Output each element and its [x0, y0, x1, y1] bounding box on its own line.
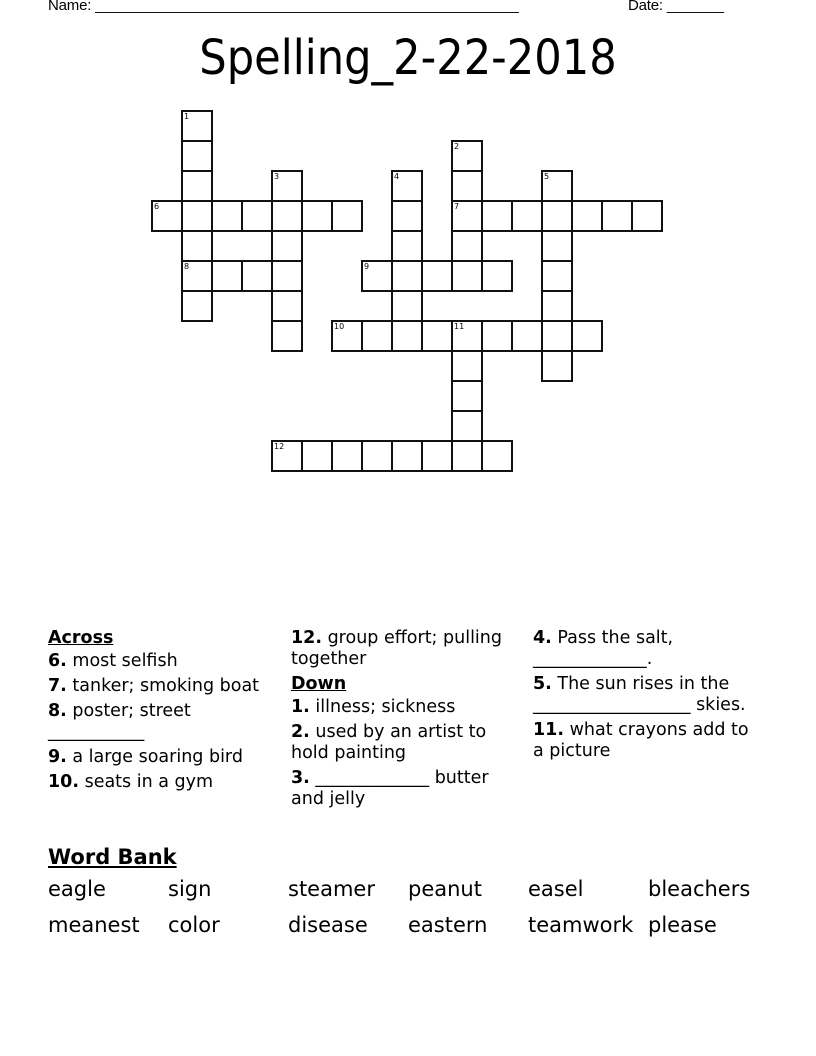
- name-field-label: Name: ____________________________________________________: [48, 0, 519, 14]
- word-bank-item: eagle: [48, 877, 106, 901]
- clue-number: 3: [274, 172, 280, 181]
- clue-number: 2: [454, 142, 460, 151]
- crossword-cell[interactable]: [331, 440, 363, 472]
- crossword-cell[interactable]: [361, 440, 393, 472]
- clues-column-3: [533, 628, 763, 766]
- crossword-cell[interactable]: [181, 170, 213, 202]
- crossword-cell[interactable]: [451, 200, 483, 232]
- crossword-cell[interactable]: [241, 200, 273, 232]
- crossword-cell[interactable]: [331, 320, 363, 352]
- clue-across-6: 6. most selfish: [48, 651, 178, 671]
- crossword-cell[interactable]: [241, 260, 273, 292]
- clue-number: 12: [274, 442, 285, 451]
- crossword-cell[interactable]: [391, 230, 423, 262]
- crossword-cell[interactable]: [181, 110, 213, 142]
- word-bank-item: please: [648, 913, 717, 937]
- across-heading: Across: [48, 628, 114, 648]
- crossword-cell[interactable]: [511, 200, 543, 232]
- crossword-cell[interactable]: [541, 260, 573, 292]
- crossword-cell[interactable]: [421, 260, 453, 292]
- crossword-cell[interactable]: [211, 200, 243, 232]
- crossword-cell[interactable]: [181, 200, 213, 232]
- crossword-cell[interactable]: [301, 440, 333, 472]
- word-bank-heading: Word Bank: [48, 845, 177, 869]
- clue-down-1: 1. illness; sickness: [291, 697, 456, 717]
- crossword-cell[interactable]: [271, 260, 303, 292]
- crossword-cell[interactable]: [271, 230, 303, 262]
- clue-down-5: 5. The sun rises in the __________________ skies.: [533, 674, 746, 715]
- word-bank-item: easel: [528, 877, 584, 901]
- crossword-cell[interactable]: [391, 290, 423, 322]
- crossword-cell[interactable]: [571, 320, 603, 352]
- clue-number: 8: [184, 262, 190, 271]
- crossword-cell[interactable]: [181, 140, 213, 172]
- crossword-cell[interactable]: [361, 320, 393, 352]
- clue-across-9: 9. a large soaring bird: [48, 747, 243, 767]
- clue-down-3: 3. _____________ butter and jelly: [291, 768, 489, 809]
- clue-down-2: 2. used by an artist to hold painting: [291, 722, 487, 763]
- clue-number: 6: [154, 202, 160, 211]
- crossword-cell[interactable]: [421, 320, 453, 352]
- word-bank-item: teamwork: [528, 913, 634, 937]
- crossword-cell[interactable]: [541, 170, 573, 202]
- crossword-cell[interactable]: [301, 200, 333, 232]
- crossword-cell[interactable]: [451, 170, 483, 202]
- crossword-cell[interactable]: [151, 200, 183, 232]
- word-bank-item: sign: [168, 877, 212, 901]
- crossword-cell[interactable]: [271, 320, 303, 352]
- crossword-cell[interactable]: [391, 440, 423, 472]
- crossword-cell[interactable]: [451, 230, 483, 262]
- clue-across-12: 12. group effort; pulling together: [291, 628, 502, 669]
- crossword-cell[interactable]: [331, 200, 363, 232]
- crossword-cell[interactable]: [271, 200, 303, 232]
- crossword-cell[interactable]: [451, 440, 483, 472]
- word-bank-list: [48, 877, 768, 937]
- word-bank-item: bleachers: [648, 877, 751, 901]
- crossword-cell[interactable]: [631, 200, 663, 232]
- word-bank: [48, 845, 768, 937]
- word-bank-item: color: [168, 913, 220, 937]
- crossword-cell[interactable]: [481, 440, 513, 472]
- crossword-cell[interactable]: [181, 230, 213, 262]
- crossword-cell[interactable]: [421, 440, 453, 472]
- clues-column-2: [291, 628, 521, 814]
- crossword-cell[interactable]: [511, 320, 543, 352]
- down-heading: Down: [291, 674, 347, 694]
- crossword-cell[interactable]: [541, 350, 573, 382]
- crossword-cell[interactable]: [271, 170, 303, 202]
- crossword-cell[interactable]: [391, 170, 423, 202]
- clue-number: 7: [454, 202, 460, 211]
- page-title: Spelling_2-22-2018: [199, 30, 617, 86]
- crossword-cell[interactable]: [451, 260, 483, 292]
- crossword-cell[interactable]: [481, 320, 513, 352]
- word-bank-item: steamer: [288, 877, 375, 901]
- crossword-cell[interactable]: [601, 200, 633, 232]
- crossword-cell[interactable]: [541, 320, 573, 352]
- clues-column-1: [48, 628, 278, 797]
- clue-down-4: 4. Pass the salt, _____________.: [533, 628, 674, 669]
- crossword-cell[interactable]: [451, 380, 483, 412]
- crossword-cell[interactable]: [541, 230, 573, 262]
- crossword-cell[interactable]: [451, 320, 483, 352]
- crossword-cell[interactable]: [181, 290, 213, 322]
- crossword-cell[interactable]: [361, 260, 393, 292]
- crossword-grid: [0, 0, 816, 500]
- crossword-cell[interactable]: [451, 140, 483, 172]
- clue-number: 1: [184, 112, 190, 121]
- clue-across-8: 8. poster; street ___________: [48, 701, 191, 742]
- crossword-cell[interactable]: [391, 320, 423, 352]
- clue-across-7: 7. tanker; smoking boat: [48, 676, 260, 696]
- crossword-cell[interactable]: [211, 260, 243, 292]
- crossword-cell[interactable]: [181, 260, 213, 292]
- crossword-cell[interactable]: [451, 410, 483, 442]
- word-bank-item: peanut: [408, 877, 482, 901]
- clue-down-11: 11. what crayons add to a picture: [533, 720, 749, 761]
- clue-number: 10: [334, 322, 345, 331]
- crossword-cell[interactable]: [481, 260, 513, 292]
- word-bank-item: disease: [288, 913, 368, 937]
- crossword-cell[interactable]: [541, 200, 573, 232]
- crossword-cell[interactable]: [271, 290, 303, 322]
- word-bank-item: meanest: [48, 913, 140, 937]
- crossword-cell[interactable]: [391, 260, 423, 292]
- clue-number: 9: [364, 262, 370, 271]
- crossword-cell[interactable]: [271, 440, 303, 472]
- crossword-cell[interactable]: [571, 200, 603, 232]
- clue-number: 5: [544, 172, 550, 181]
- crossword-cell[interactable]: [541, 290, 573, 322]
- word-bank-item: eastern: [408, 913, 488, 937]
- clue-across-10: 10. seats in a gym: [48, 772, 214, 792]
- crossword-cell[interactable]: [451, 350, 483, 382]
- date-field-label: Date: _______: [628, 0, 724, 14]
- crossword-cell[interactable]: [481, 200, 513, 232]
- crossword-cell[interactable]: [391, 200, 423, 232]
- clue-number: 11: [454, 322, 465, 331]
- clue-number: 4: [394, 172, 400, 181]
